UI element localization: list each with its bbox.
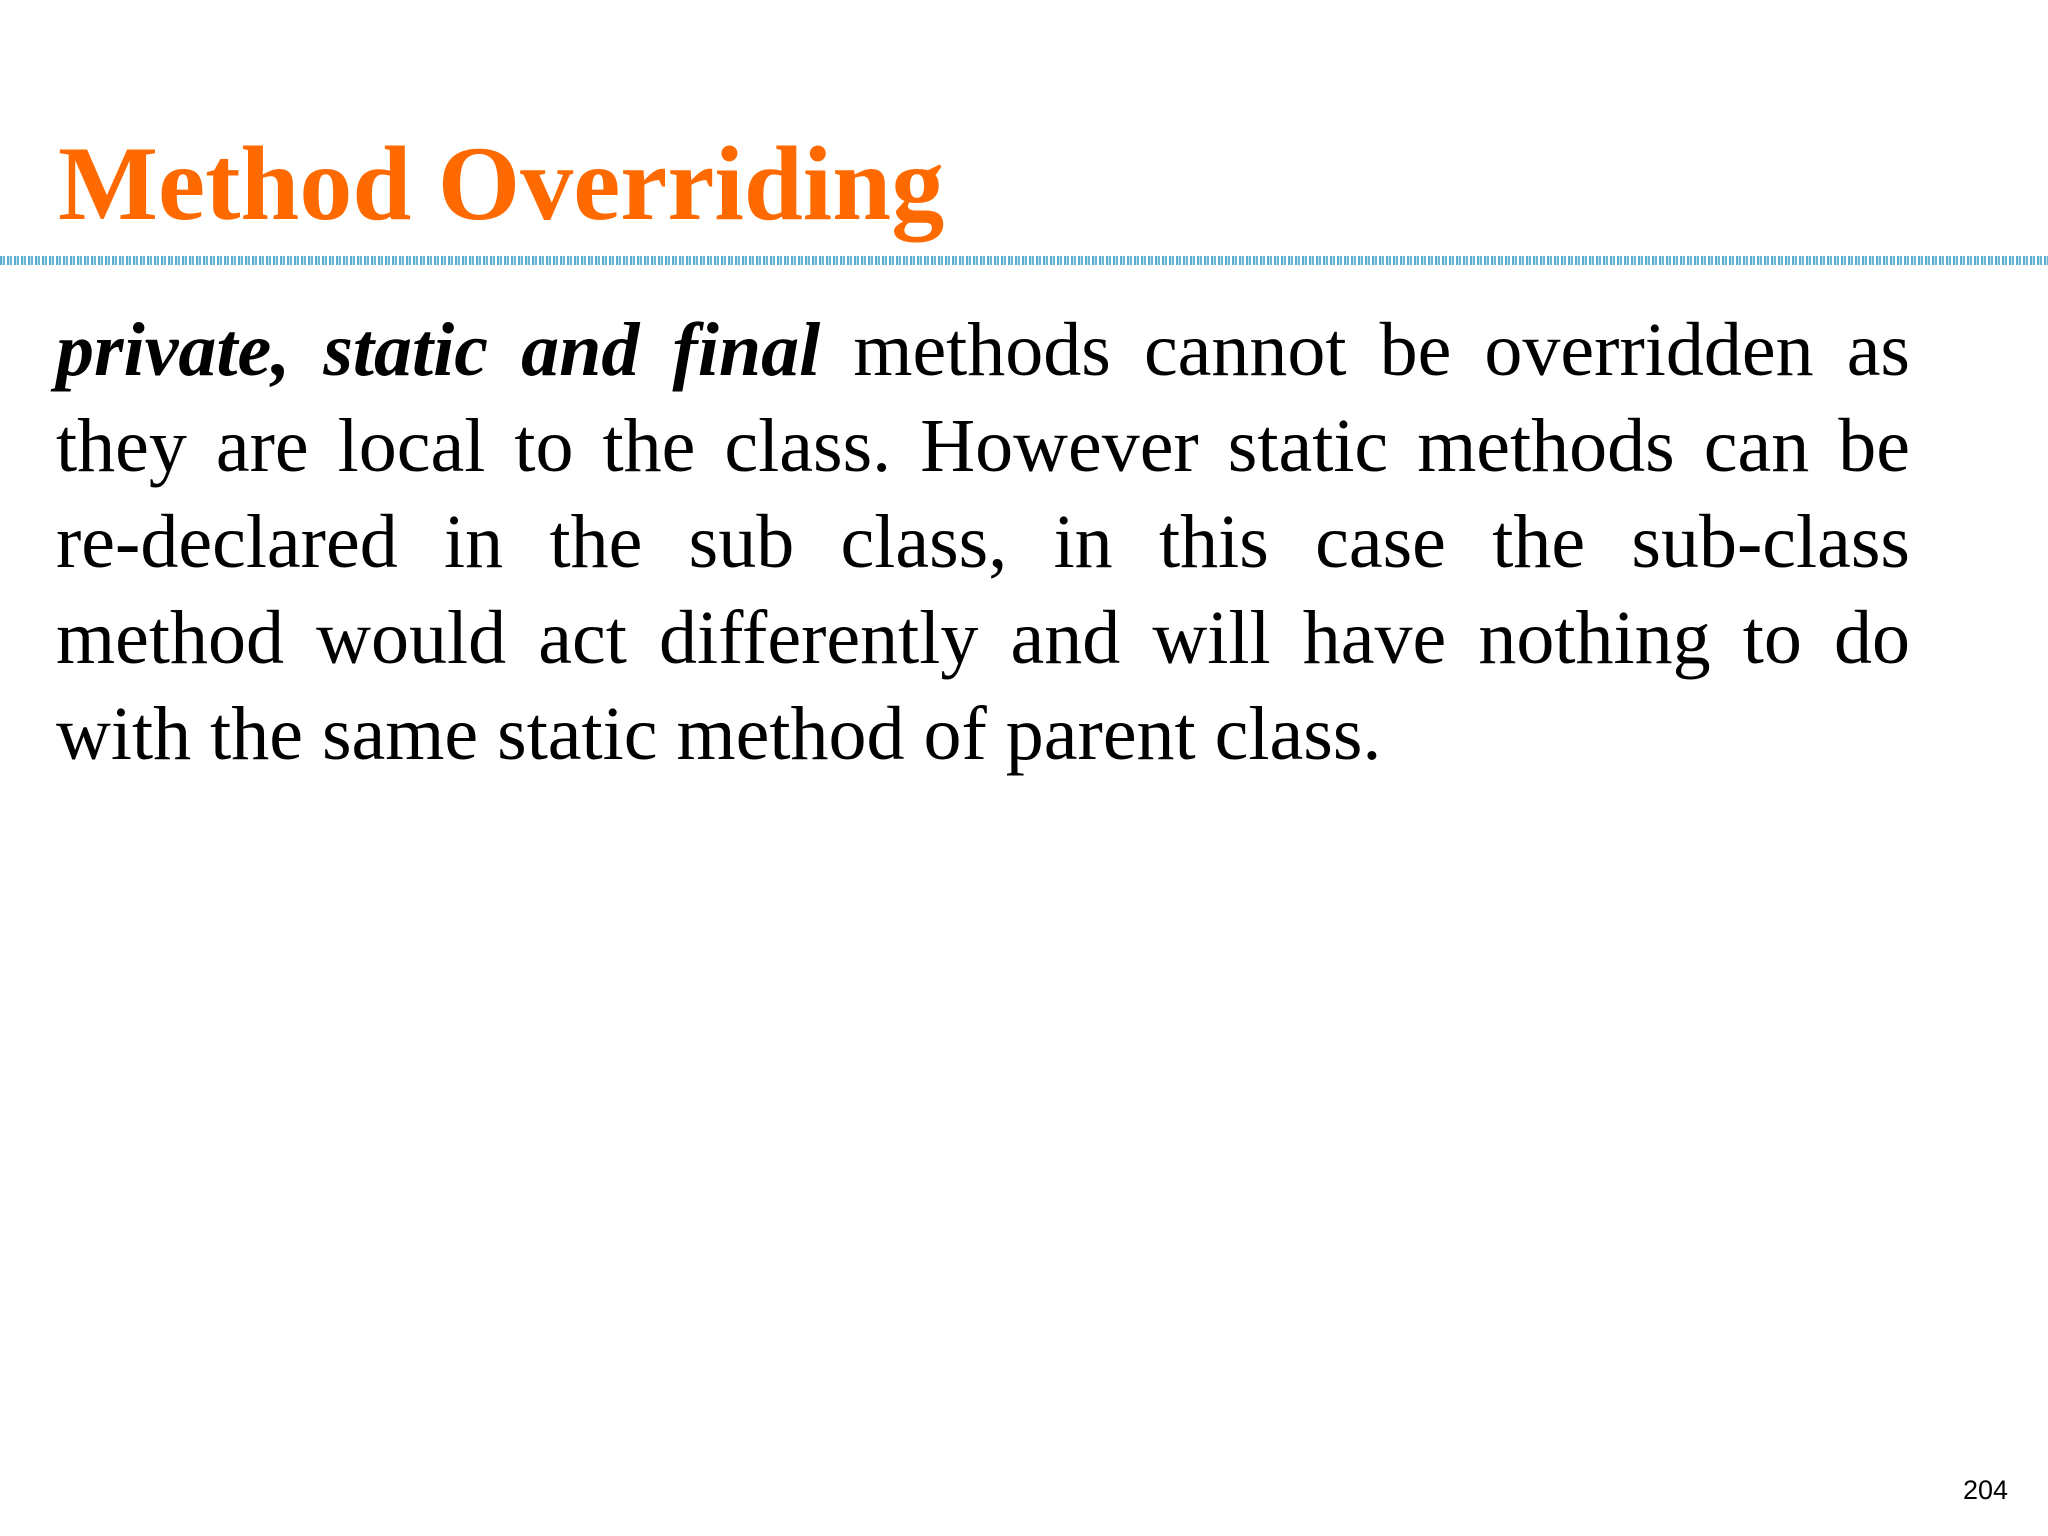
page-number: 204 bbox=[1962, 1475, 2008, 1505]
title-divider bbox=[0, 256, 2048, 265]
body-paragraph bbox=[56, 302, 1910, 782]
slide-title: Method Overriding bbox=[58, 125, 945, 242]
body-emphasis: private, static and final bbox=[56, 308, 821, 392]
body-text: methods cannot be overridden as they are local to the class. However static methods can be re-declared in the sub class, in this case the sub-class method would act differently and will have nothing to do with the same static method of parent class. bbox=[56, 308, 1911, 776]
